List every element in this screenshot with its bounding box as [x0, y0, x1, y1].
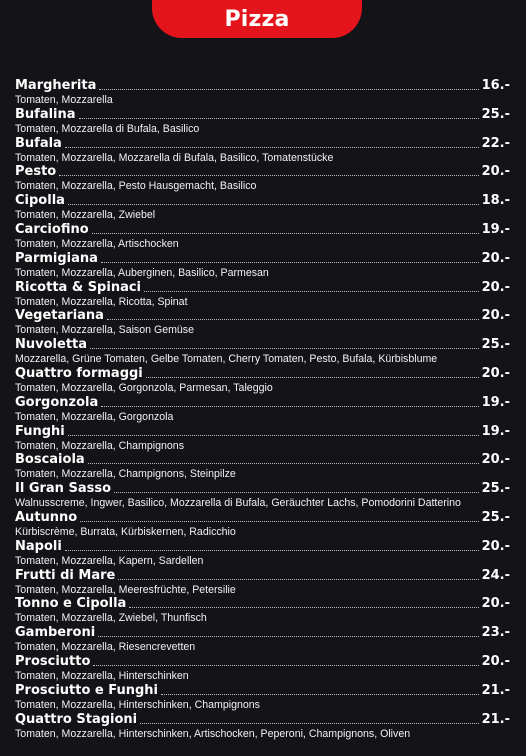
menu-item-description: Tomaten, Mozzarella, Auberginen, Basilico, Parmesan	[15, 266, 269, 279]
menu-item-price: 16.-	[481, 78, 510, 93]
menu-item-row	[15, 596, 510, 612]
menu-item-row	[15, 395, 510, 411]
dotted-leader	[114, 492, 479, 493]
menu-item-description: Tomaten, Mozzarella, Hinterschinken, Champignons	[15, 698, 260, 711]
menu-item-description: Kürbiscrème, Burrata, Kürbiskernen, Radicchio	[15, 525, 236, 538]
dotted-leader	[93, 665, 478, 666]
menu-item	[15, 596, 510, 625]
menu-item-row	[15, 78, 510, 94]
menu-item-price: 24.-	[481, 567, 510, 583]
menu-item-description: Tomaten, Mozzarella, Hinterschinken	[15, 669, 189, 682]
menu-item-price: 23.-	[481, 625, 510, 641]
menu-item-price: 20.-	[481, 596, 510, 612]
dotted-leader	[107, 319, 479, 320]
menu-item-price: 21.-	[481, 711, 510, 727]
menu-item-price: 20.-	[481, 653, 510, 669]
menu-item-row	[15, 366, 510, 382]
menu-item-name: Margherita	[15, 78, 97, 93]
menu-item-price: 18.-	[481, 193, 510, 209]
menu-item-row	[15, 654, 510, 670]
menu-item-name: Bufalina	[15, 106, 76, 122]
menu-item-price: 19.-	[481, 394, 510, 410]
menu-item-row	[15, 193, 510, 209]
menu-item	[15, 280, 510, 309]
menu-item-description: Tomaten, Mozzarella, Riesencrevetten	[15, 641, 196, 654]
menu-item	[15, 164, 510, 193]
menu-item-name: Ricotta & Spinaci	[15, 279, 142, 295]
menu-item-description: Tomaten, Mozzarella, Pesto Hausgemacht, Basilico	[15, 180, 257, 193]
menu-item-row	[15, 308, 510, 324]
dotted-leader	[98, 636, 478, 637]
dotted-leader	[88, 463, 479, 464]
menu-item-description: Tomaten, Mozzarella di Bufala, Basilico	[15, 122, 200, 135]
menu-item-name: Nuvoletta	[15, 337, 88, 353]
dotted-leader	[99, 89, 478, 90]
menu-item-description: Tomaten, Mozzarella, Zwiebel, Thunfisch	[15, 612, 207, 625]
menu-item-description: Tomaten, Mozzarella, Gorgonzola	[15, 410, 174, 423]
dotted-leader	[129, 607, 478, 608]
menu-item-row	[15, 222, 510, 238]
menu-item-description: Tomaten, Mozzarella, Champignons, Steinpilze	[15, 468, 236, 481]
menu-item-name: Prosciutto	[15, 653, 91, 669]
menu-item-row	[15, 625, 510, 641]
menu-item-row	[15, 712, 510, 728]
menu-item-name: Boscaiola	[15, 452, 85, 468]
menu-item-row	[15, 107, 510, 123]
dotted-leader	[80, 521, 478, 522]
menu-item-description: Tomaten, Mozzarella, Zwiebel	[15, 209, 156, 222]
menu-item	[15, 712, 510, 741]
menu-item-description: Mozzarella, Grüne Tomaten, Gelbe Tomaten, Cherry Tomaten, Pesto, Bufala, Kürbisblume	[15, 353, 438, 366]
menu-item-price: 25.-	[481, 106, 510, 122]
menu-item-price: 20.-	[481, 279, 510, 295]
menu-item-price: 19.-	[481, 221, 510, 237]
menu-item	[15, 568, 510, 597]
menu-item-name: Gorgonzola	[15, 394, 99, 410]
dotted-leader	[101, 262, 479, 263]
menu-item-price: 25.-	[481, 481, 510, 497]
dotted-leader	[146, 377, 479, 378]
menu-item-description: Tomaten, Mozzarella, Saison Gemüse	[15, 324, 194, 337]
menu-item-description: Tomaten, Mozzarella, Artischocken	[15, 237, 179, 250]
menu-item	[15, 251, 510, 280]
menu-item	[15, 337, 510, 366]
menu-item	[15, 683, 510, 712]
menu-item-description: Tomaten, Mozzarella, Meeresfrüchte, Petersilie	[15, 583, 236, 596]
menu-item-name: Frutti di Mare	[15, 567, 116, 583]
menu-item-description: Tomaten, Mozzarella, Mozzarella di Bufala, Basilico, Tomatenstücke	[15, 151, 334, 164]
menu-item-name: Napoli	[15, 538, 62, 554]
menu-item	[15, 539, 510, 568]
menu-item-price: 22.-	[481, 135, 510, 151]
page-title: Pizza	[224, 6, 290, 32]
menu-item-row	[15, 568, 510, 584]
dotted-leader	[59, 175, 478, 176]
menu-item	[15, 395, 510, 424]
menu-item	[15, 107, 510, 136]
menu-item-name: Tonno e Cipolla	[15, 596, 127, 612]
menu-item-row	[15, 452, 510, 468]
dotted-leader	[118, 579, 478, 580]
menu-item-description: Walnusscreme, Ingwer, Basilico, Mozzarella di Bufala, Geräuchter Lachs, Pomodorini Datterino	[15, 497, 461, 510]
menu-item-name: Autunno	[15, 509, 78, 525]
menu-item-name: Vegetariana	[15, 308, 104, 324]
menu-item	[15, 136, 510, 165]
menu-item-row	[15, 424, 510, 440]
menu-item	[15, 654, 510, 683]
menu-item-description: Tomaten, Mozzarella, Champignons	[15, 439, 184, 452]
menu-list	[15, 78, 510, 740]
dotted-leader	[144, 291, 479, 292]
menu-item-name: Bufala	[15, 135, 62, 151]
menu-item	[15, 366, 510, 395]
menu-item-price: 20.-	[481, 365, 510, 381]
menu-item-row	[15, 136, 510, 152]
menu-item	[15, 481, 510, 510]
dotted-leader	[68, 435, 479, 436]
menu-item	[15, 452, 510, 481]
dotted-leader	[65, 147, 479, 148]
menu-item	[15, 424, 510, 453]
menu-item-row	[15, 539, 510, 555]
menu-item-price: 20.-	[481, 538, 510, 554]
menu-item-price: 21.-	[481, 682, 510, 698]
menu-item-name: Parmigiana	[15, 250, 98, 266]
dotted-leader	[68, 204, 479, 205]
menu-item-row	[15, 280, 510, 296]
menu-item-name: Funghi	[15, 423, 65, 439]
dotted-leader	[90, 348, 479, 349]
dotted-leader	[92, 233, 479, 234]
menu-item	[15, 510, 510, 539]
menu-item-name: Il Gran Sasso	[15, 481, 111, 497]
menu-item-row	[15, 251, 510, 267]
menu-item-price: 20.-	[481, 308, 510, 324]
dotted-leader	[161, 694, 479, 695]
menu-item-price: 20.-	[481, 164, 510, 180]
menu-item	[15, 222, 510, 251]
menu-item-name: Cipolla	[15, 193, 65, 209]
menu-item-price: 20.-	[481, 452, 510, 468]
menu-item-name: Quattro Stagioni	[15, 711, 138, 727]
menu-item-description: Tomaten, Mozzarella, Ricotta, Spinat	[15, 295, 188, 308]
header-tab	[152, 0, 362, 38]
menu-item-price: 25.-	[481, 337, 510, 353]
menu-item-description: Tomaten, Mozzarella, Kapern, Sardellen	[15, 554, 204, 567]
menu-item-row	[15, 481, 510, 497]
menu-item-row	[15, 164, 510, 180]
dotted-leader	[65, 550, 479, 551]
menu-item-description: Tomaten, Mozzarella	[15, 94, 113, 106]
menu-item	[15, 308, 510, 337]
menu-item-price: 25.-	[481, 509, 510, 525]
menu-item-description: Tomaten, Mozzarella, Hinterschinken, Artischocken, Peperoni, Champignons, Oliven	[15, 727, 411, 740]
menu-item-row	[15, 337, 510, 353]
dotted-leader	[79, 118, 479, 119]
menu-item-price: 19.-	[481, 423, 510, 439]
menu-item-row	[15, 510, 510, 526]
menu-item	[15, 193, 510, 222]
menu-item-name: Prosciutto e Funghi	[15, 682, 159, 698]
menu-item	[15, 625, 510, 654]
menu-item-price: 20.-	[481, 250, 510, 266]
menu-item-name: Pesto	[15, 164, 57, 180]
dotted-leader	[101, 406, 478, 407]
menu-item-description: Tomaten, Mozzarella, Gorgonzola, Parmesan, Taleggio	[15, 381, 273, 394]
menu-item-name: Carciofino	[15, 221, 89, 237]
menu-item	[15, 78, 510, 107]
menu-item-name: Quattro formaggi	[15, 365, 143, 381]
menu-item-row	[15, 683, 510, 699]
menu-item-name: Gamberoni	[15, 625, 96, 641]
dotted-leader	[140, 723, 478, 724]
